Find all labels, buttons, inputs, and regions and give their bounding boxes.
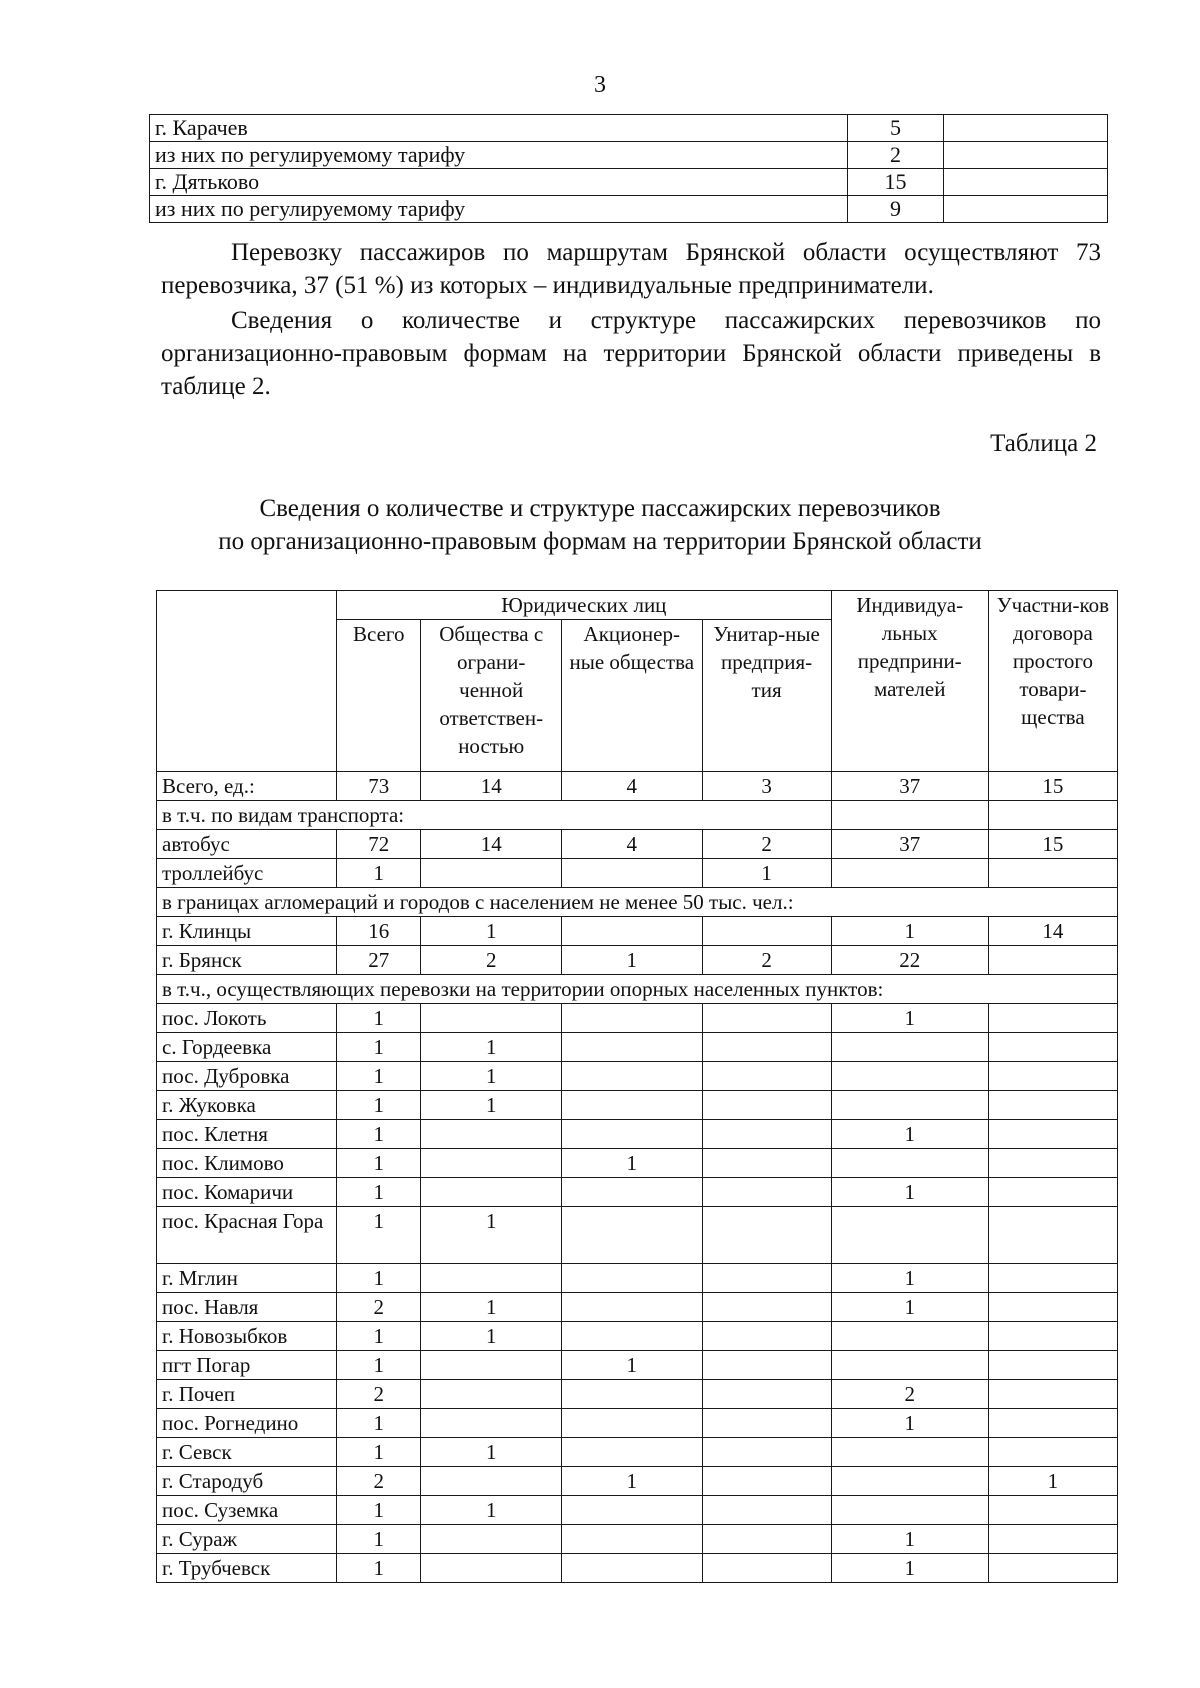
row-cell xyxy=(831,1207,988,1264)
row-cell xyxy=(831,1322,988,1351)
row-cell: 73 xyxy=(337,772,421,801)
top-table-row xyxy=(150,169,1108,196)
top-table-empty xyxy=(944,142,1108,169)
row-cell: 22 xyxy=(831,946,988,975)
top-table-value: 15 xyxy=(848,169,944,196)
row-cell xyxy=(702,1438,831,1467)
row-cell xyxy=(988,859,1117,888)
page-number: 3 xyxy=(594,72,606,98)
row-cell xyxy=(702,1033,831,1062)
row-cell xyxy=(988,1438,1117,1467)
row-cell: 2 xyxy=(702,830,831,859)
top-table-name: г. Дятьково xyxy=(150,169,848,196)
row-cell: 1 xyxy=(831,1525,988,1554)
row-cell: 1 xyxy=(337,1120,421,1149)
row-cell xyxy=(561,1004,702,1033)
row-cell xyxy=(988,946,1117,975)
row-name: г. Почеп xyxy=(157,1380,337,1409)
row-name: пос. Локоть xyxy=(157,1004,337,1033)
row-name: г. Брянск xyxy=(157,946,337,975)
row-cell: 1 xyxy=(831,917,988,946)
row-cell xyxy=(702,1264,831,1293)
section-agglomeration: в границах агломераций и городов с населением не менее 50 тыс. чел.: xyxy=(157,888,1118,917)
row-cell: 1 xyxy=(337,1004,421,1033)
row-cell: 1 xyxy=(831,1554,988,1583)
row-cell xyxy=(421,1525,562,1554)
row-name: г. Севск xyxy=(157,1438,337,1467)
row-cell xyxy=(561,1120,702,1149)
row-cell xyxy=(561,1264,702,1293)
table-row xyxy=(157,1322,1118,1351)
row-cell: 1 xyxy=(337,1091,421,1120)
row-cell xyxy=(561,917,702,946)
row-name: пос. Рогнедино xyxy=(157,1409,337,1438)
row-cell xyxy=(988,1496,1117,1525)
row-cell: 1 xyxy=(561,946,702,975)
row-name: с. Гордеевка xyxy=(157,1033,337,1062)
header-total: Всего xyxy=(337,620,421,772)
row-cell: 1 xyxy=(831,1264,988,1293)
row-cell xyxy=(561,1438,702,1467)
row-cell: 1 xyxy=(421,917,562,946)
top-table xyxy=(149,114,1108,223)
row-cell xyxy=(831,1351,988,1380)
row-cell xyxy=(421,1351,562,1380)
row-cell xyxy=(561,1207,702,1264)
top-table-row xyxy=(150,142,1108,169)
row-cell: 1 xyxy=(337,1149,421,1178)
top-table-empty xyxy=(944,169,1108,196)
top-table-empty xyxy=(944,115,1108,142)
row-cell xyxy=(702,1178,831,1207)
section-reference: в т.ч., осуществляющих перевозки на территории опорных населенных пунктов: xyxy=(157,975,1118,1004)
row-cell: 27 xyxy=(337,946,421,975)
row-cell xyxy=(702,1062,831,1091)
row-cell: 1 xyxy=(337,1351,421,1380)
top-table-row xyxy=(150,196,1108,223)
row-cell: 1 xyxy=(421,1496,562,1525)
row-name: пос. Суземка xyxy=(157,1496,337,1525)
row-cell xyxy=(702,1004,831,1033)
table-row xyxy=(157,917,1118,946)
row-cell: 1 xyxy=(337,1178,421,1207)
header-individual: Индивидуа-льных предприни-мателей xyxy=(831,591,988,772)
row-cell xyxy=(988,1525,1117,1554)
row-cell xyxy=(421,1004,562,1033)
row-cell xyxy=(988,1351,1117,1380)
row-cell xyxy=(702,1409,831,1438)
table-row xyxy=(157,1380,1118,1409)
row-cell xyxy=(702,1351,831,1380)
header-llc: Общества с ограни-ченной ответствен-ностью xyxy=(421,620,562,772)
row-cell xyxy=(988,801,1117,830)
table-row xyxy=(157,1264,1118,1293)
header-unitary: Унитар-ные предприя-тия xyxy=(702,620,831,772)
row-cell xyxy=(702,1149,831,1178)
row-cell xyxy=(988,1062,1117,1091)
row-cell: 2 xyxy=(337,1467,421,1496)
table-row xyxy=(157,1438,1118,1467)
row-cell xyxy=(831,1062,988,1091)
row-cell: 1 xyxy=(831,1409,988,1438)
row-cell: 37 xyxy=(831,830,988,859)
row-cell xyxy=(702,1091,831,1120)
table-row xyxy=(157,1525,1118,1554)
row-cell: 1 xyxy=(831,1004,988,1033)
table-title-line1: Сведения о количестве и структуре пассажирских перевозчиков xyxy=(259,495,941,522)
row-cell xyxy=(561,1062,702,1091)
top-table-name: из них по регулируемому тарифу xyxy=(150,196,848,223)
row-cell xyxy=(561,1554,702,1583)
row-cell xyxy=(421,1120,562,1149)
top-table-value: 5 xyxy=(848,115,944,142)
row-cell xyxy=(702,1525,831,1554)
carriers-table xyxy=(156,590,1118,1583)
top-table-name: из них по регулируемому тарифу xyxy=(150,142,848,169)
row-cell xyxy=(561,1178,702,1207)
row-name: г. Жуковка xyxy=(157,1091,337,1120)
table-row xyxy=(157,1149,1118,1178)
row-cell xyxy=(561,1496,702,1525)
header-empty-cell xyxy=(157,591,337,772)
row-cell xyxy=(831,1467,988,1496)
row-cell: 1 xyxy=(337,1062,421,1091)
row-cell: 1 xyxy=(421,1091,562,1120)
table-row xyxy=(157,1409,1118,1438)
table-row xyxy=(157,830,1118,859)
row-cell xyxy=(561,1525,702,1554)
row-cell: 4 xyxy=(561,830,702,859)
row-name: пос. Навля xyxy=(157,1293,337,1322)
row-cell: 16 xyxy=(337,917,421,946)
row-cell: 1 xyxy=(337,1264,421,1293)
row-cell xyxy=(988,1033,1117,1062)
row-cell xyxy=(988,1004,1117,1033)
row-cell xyxy=(561,1091,702,1120)
row-cell xyxy=(702,1207,831,1264)
table-row xyxy=(157,772,1118,801)
table-row xyxy=(157,1033,1118,1062)
row-cell xyxy=(831,1033,988,1062)
row-name: пос. Климово xyxy=(157,1149,337,1178)
row-cell: 1 xyxy=(337,1033,421,1062)
row-cell xyxy=(421,1380,562,1409)
row-cell: 1 xyxy=(831,1120,988,1149)
row-cell xyxy=(702,1380,831,1409)
row-cell xyxy=(561,1293,702,1322)
row-cell: 1 xyxy=(831,1293,988,1322)
header-legal-entities: Юридических лиц xyxy=(337,591,832,620)
table-row xyxy=(157,859,1118,888)
row-cell: 1 xyxy=(337,1409,421,1438)
row-cell: 14 xyxy=(421,772,562,801)
row-name: пос. Комаричи xyxy=(157,1178,337,1207)
row-cell: 15 xyxy=(988,830,1117,859)
row-cell: 1 xyxy=(702,859,831,888)
top-table-value: 2 xyxy=(848,142,944,169)
row-name: Всего, ед.: xyxy=(157,772,337,801)
row-name: троллейбус xyxy=(157,859,337,888)
row-cell: 37 xyxy=(831,772,988,801)
row-cell: 1 xyxy=(421,1293,562,1322)
row-cell: 1 xyxy=(561,1351,702,1380)
row-cell: 1 xyxy=(561,1467,702,1496)
row-cell xyxy=(702,1467,831,1496)
header-partnership: Участни-ков договора простого товари-щества xyxy=(988,591,1117,772)
table-row xyxy=(157,1004,1118,1033)
row-cell xyxy=(988,1293,1117,1322)
row-name: г. Сураж xyxy=(157,1525,337,1554)
table-row xyxy=(157,1554,1118,1583)
row-cell xyxy=(702,917,831,946)
table-row xyxy=(157,1293,1118,1322)
top-table-empty xyxy=(944,196,1108,223)
table-row xyxy=(157,1467,1118,1496)
row-cell: 1 xyxy=(421,1062,562,1091)
row-cell: 14 xyxy=(421,830,562,859)
top-table-name: г. Карачев xyxy=(150,115,848,142)
row-cell xyxy=(561,1380,702,1409)
table-label: Таблица 2 xyxy=(990,430,1097,457)
table-row xyxy=(157,1207,1118,1264)
row-cell: 1 xyxy=(421,1033,562,1062)
row-cell: 1 xyxy=(337,1322,421,1351)
row-cell: 14 xyxy=(988,917,1117,946)
row-cell xyxy=(421,1409,562,1438)
row-cell xyxy=(988,1178,1117,1207)
row-cell: 1 xyxy=(337,1525,421,1554)
row-cell xyxy=(421,1149,562,1178)
row-cell: 72 xyxy=(337,830,421,859)
row-cell: 2 xyxy=(337,1380,421,1409)
table-row xyxy=(157,1062,1118,1091)
row-cell xyxy=(702,1496,831,1525)
row-cell: 1 xyxy=(831,1178,988,1207)
row-cell: 4 xyxy=(561,772,702,801)
section-transport: в т.ч. по видам транспорта: xyxy=(157,801,832,830)
row-cell xyxy=(561,1322,702,1351)
row-name: г. Стародуб xyxy=(157,1467,337,1496)
row-cell xyxy=(831,801,988,830)
row-cell: 1 xyxy=(337,1554,421,1583)
row-cell xyxy=(988,1322,1117,1351)
top-table-row xyxy=(150,115,1108,142)
row-cell: 2 xyxy=(421,946,562,975)
paragraph-table-reference: Сведения о количестве и структуре пассажирских перевозчиков по организационно-правовым формам на территории Брянской области приведены в таблице 2. xyxy=(161,307,1101,400)
row-cell xyxy=(702,1293,831,1322)
table-title xyxy=(0,492,1200,558)
row-cell: 1 xyxy=(337,1207,421,1264)
row-name: пос. Клетня xyxy=(157,1120,337,1149)
row-cell xyxy=(831,1149,988,1178)
row-name: г. Трубчевск xyxy=(157,1554,337,1583)
row-cell xyxy=(702,1120,831,1149)
table-row xyxy=(157,1091,1118,1120)
row-cell xyxy=(561,1033,702,1062)
row-cell xyxy=(831,859,988,888)
section-row xyxy=(157,801,1118,830)
header-jsc: Акционер-ные общества xyxy=(561,620,702,772)
row-cell: 3 xyxy=(702,772,831,801)
row-cell xyxy=(421,1178,562,1207)
table-title-line2: по организационно-правовым формам на территории Брянской области xyxy=(218,528,982,555)
row-cell: 1 xyxy=(421,1438,562,1467)
paragraph-carriers: Перевозку пассажиров по маршрутам Брянской области осуществляют 73 перевозчика, 37 (51 %) из которых – индивидуальные предприниматели. xyxy=(161,239,1101,299)
section-row xyxy=(157,975,1118,1004)
row-cell xyxy=(831,1438,988,1467)
row-cell xyxy=(988,1207,1117,1264)
row-name: г. Клинцы xyxy=(157,917,337,946)
row-cell xyxy=(831,1091,988,1120)
row-name: г. Новозыбков xyxy=(157,1322,337,1351)
row-cell: 1 xyxy=(988,1467,1117,1496)
table-row xyxy=(157,946,1118,975)
row-cell xyxy=(561,859,702,888)
row-cell xyxy=(421,1264,562,1293)
row-cell xyxy=(988,1554,1117,1583)
row-cell xyxy=(988,1380,1117,1409)
row-cell: 2 xyxy=(831,1380,988,1409)
row-cell: 1 xyxy=(337,1438,421,1467)
top-table-value: 9 xyxy=(848,196,944,223)
row-cell: 1 xyxy=(561,1149,702,1178)
row-cell: 1 xyxy=(421,1322,562,1351)
row-cell xyxy=(988,1149,1117,1178)
row-cell: 15 xyxy=(988,772,1117,801)
row-cell xyxy=(988,1409,1117,1438)
row-name: пос. Дубровка xyxy=(157,1062,337,1091)
row-cell xyxy=(421,859,562,888)
row-cell xyxy=(988,1264,1117,1293)
row-cell: 2 xyxy=(702,946,831,975)
table-row xyxy=(157,1120,1118,1149)
row-name: г. Мглин xyxy=(157,1264,337,1293)
row-name: автобус xyxy=(157,830,337,859)
table-row xyxy=(157,1496,1118,1525)
row-name: пос. Красная Гора xyxy=(157,1207,337,1264)
row-cell xyxy=(421,1554,562,1583)
section-row xyxy=(157,888,1118,917)
row-cell xyxy=(988,1091,1117,1120)
table-row xyxy=(157,1178,1118,1207)
row-name: пгт Погар xyxy=(157,1351,337,1380)
row-cell: 2 xyxy=(337,1293,421,1322)
row-cell xyxy=(561,1409,702,1438)
row-cell xyxy=(702,1322,831,1351)
row-cell: 1 xyxy=(421,1207,562,1264)
table-row xyxy=(157,1351,1118,1380)
row-cell xyxy=(988,1120,1117,1149)
row-cell xyxy=(831,1496,988,1525)
row-cell: 1 xyxy=(337,859,421,888)
row-cell: 1 xyxy=(337,1496,421,1525)
row-cell xyxy=(421,1467,562,1496)
row-cell xyxy=(702,1554,831,1583)
